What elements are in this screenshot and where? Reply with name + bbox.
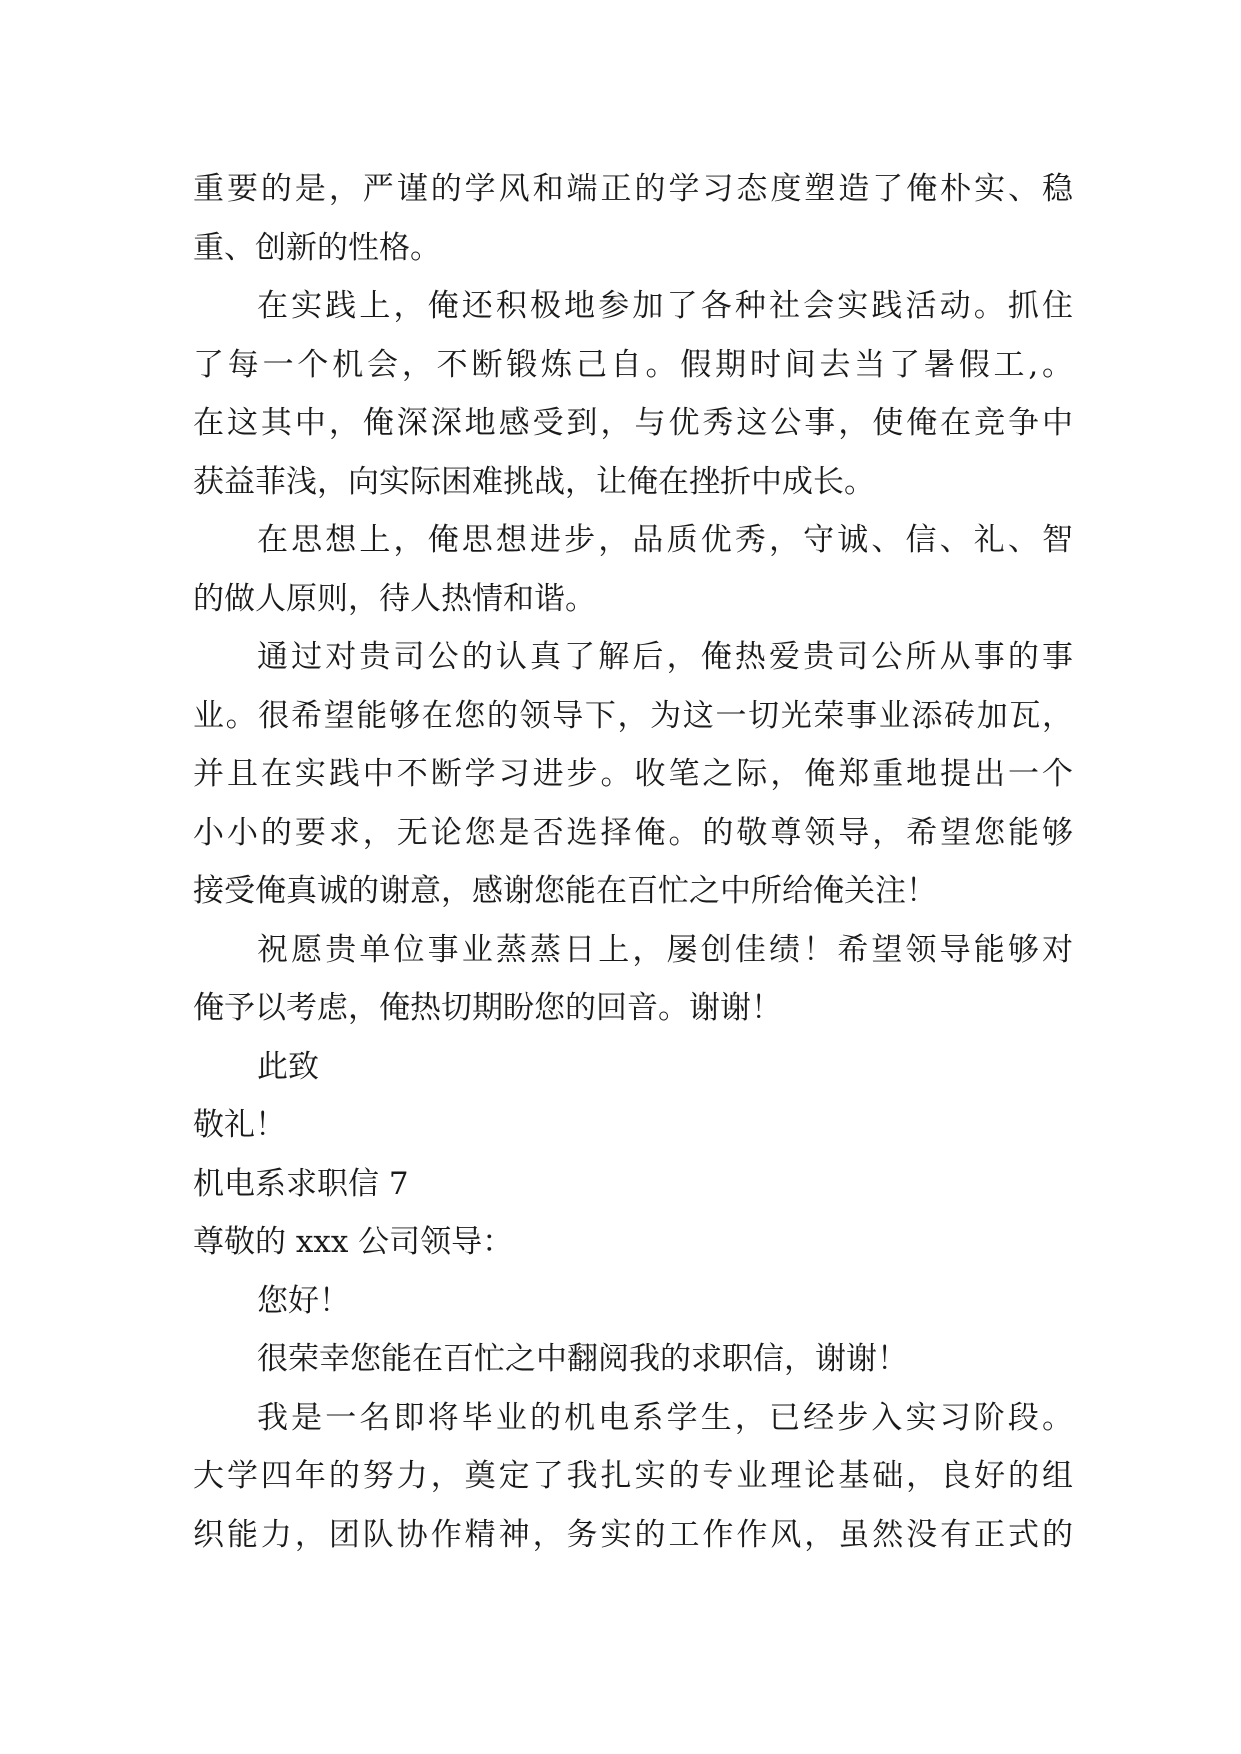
text-line: 重要的是，严谨的学风和端正的学习态度塑造了俺朴实、稳 [193,171,1073,207]
text-line: 小小的要求，无论您是否选择俺。的敬尊领导，希望您能够 [193,814,1073,851]
text-line: 在这其中，俺深深地感受到，与优秀这公事，使俺在竞争中 [193,405,1073,441]
text-line: 此致 [257,1048,319,1085]
text-line: 接受俺真诚的谢意，感谢您能在百忙之中所给俺关注！ [193,873,937,909]
document-body [193,160,1073,1564]
text-line: 尊敬的 xxx 公司领导： [193,1224,514,1260]
text-line: 织能力，团队协作精神，务实的工作作风，虽然没有正式的 [193,1516,1073,1553]
text-line: 很荣幸您能在百忙之中翻阅我的求职信，谢谢！ [257,1341,908,1377]
text-line: 获益菲浅，向实际困难挑战，让俺在挫折中成长。 [193,463,875,500]
text-line: 的做人原则，待人热情和谐。 [193,580,596,617]
text-line: 在实践上，俺还积极地参加了各种社会实践活动。抓住 [257,288,1073,324]
text-line: 了每一个机会，不断锻炼己自。假期时间去当了暑假工,。 [193,346,1073,383]
text-line: 重、创新的性格。 [193,229,441,266]
text-line: 您好！ [257,1282,350,1319]
text-line: 俺予以考虑，俺热切期盼您的回音。谢谢！ [193,990,782,1026]
text-line: 业。很希望能够在您的领导下，为这一切光荣事业添砖加瓦， [193,697,1073,734]
text-line: 祝愿贵单位事业蒸蒸日上，屡创佳绩！希望领导能够对 [257,931,1073,968]
text-line: 在思想上，俺思想进步，品质优秀，守诚、信、礼、智 [257,522,1073,558]
text-line: 通过对贵司公的认真了解后，俺热爱贵司公所从事的事 [257,639,1073,675]
text-line: 敬礼！ [193,1107,286,1143]
text-line: 机电系求职信 7 [193,1165,409,1202]
text-line: 大学四年的努力，奠定了我扎实的专业理论基础，良好的组 [193,1458,1073,1494]
text-line: 并且在实践中不断学习进步。收笔之际，俺郑重地提出一个 [193,756,1073,792]
text-line: 我是一名即将毕业的机电系学生，已经步入实习阶段。 [257,1399,1073,1436]
